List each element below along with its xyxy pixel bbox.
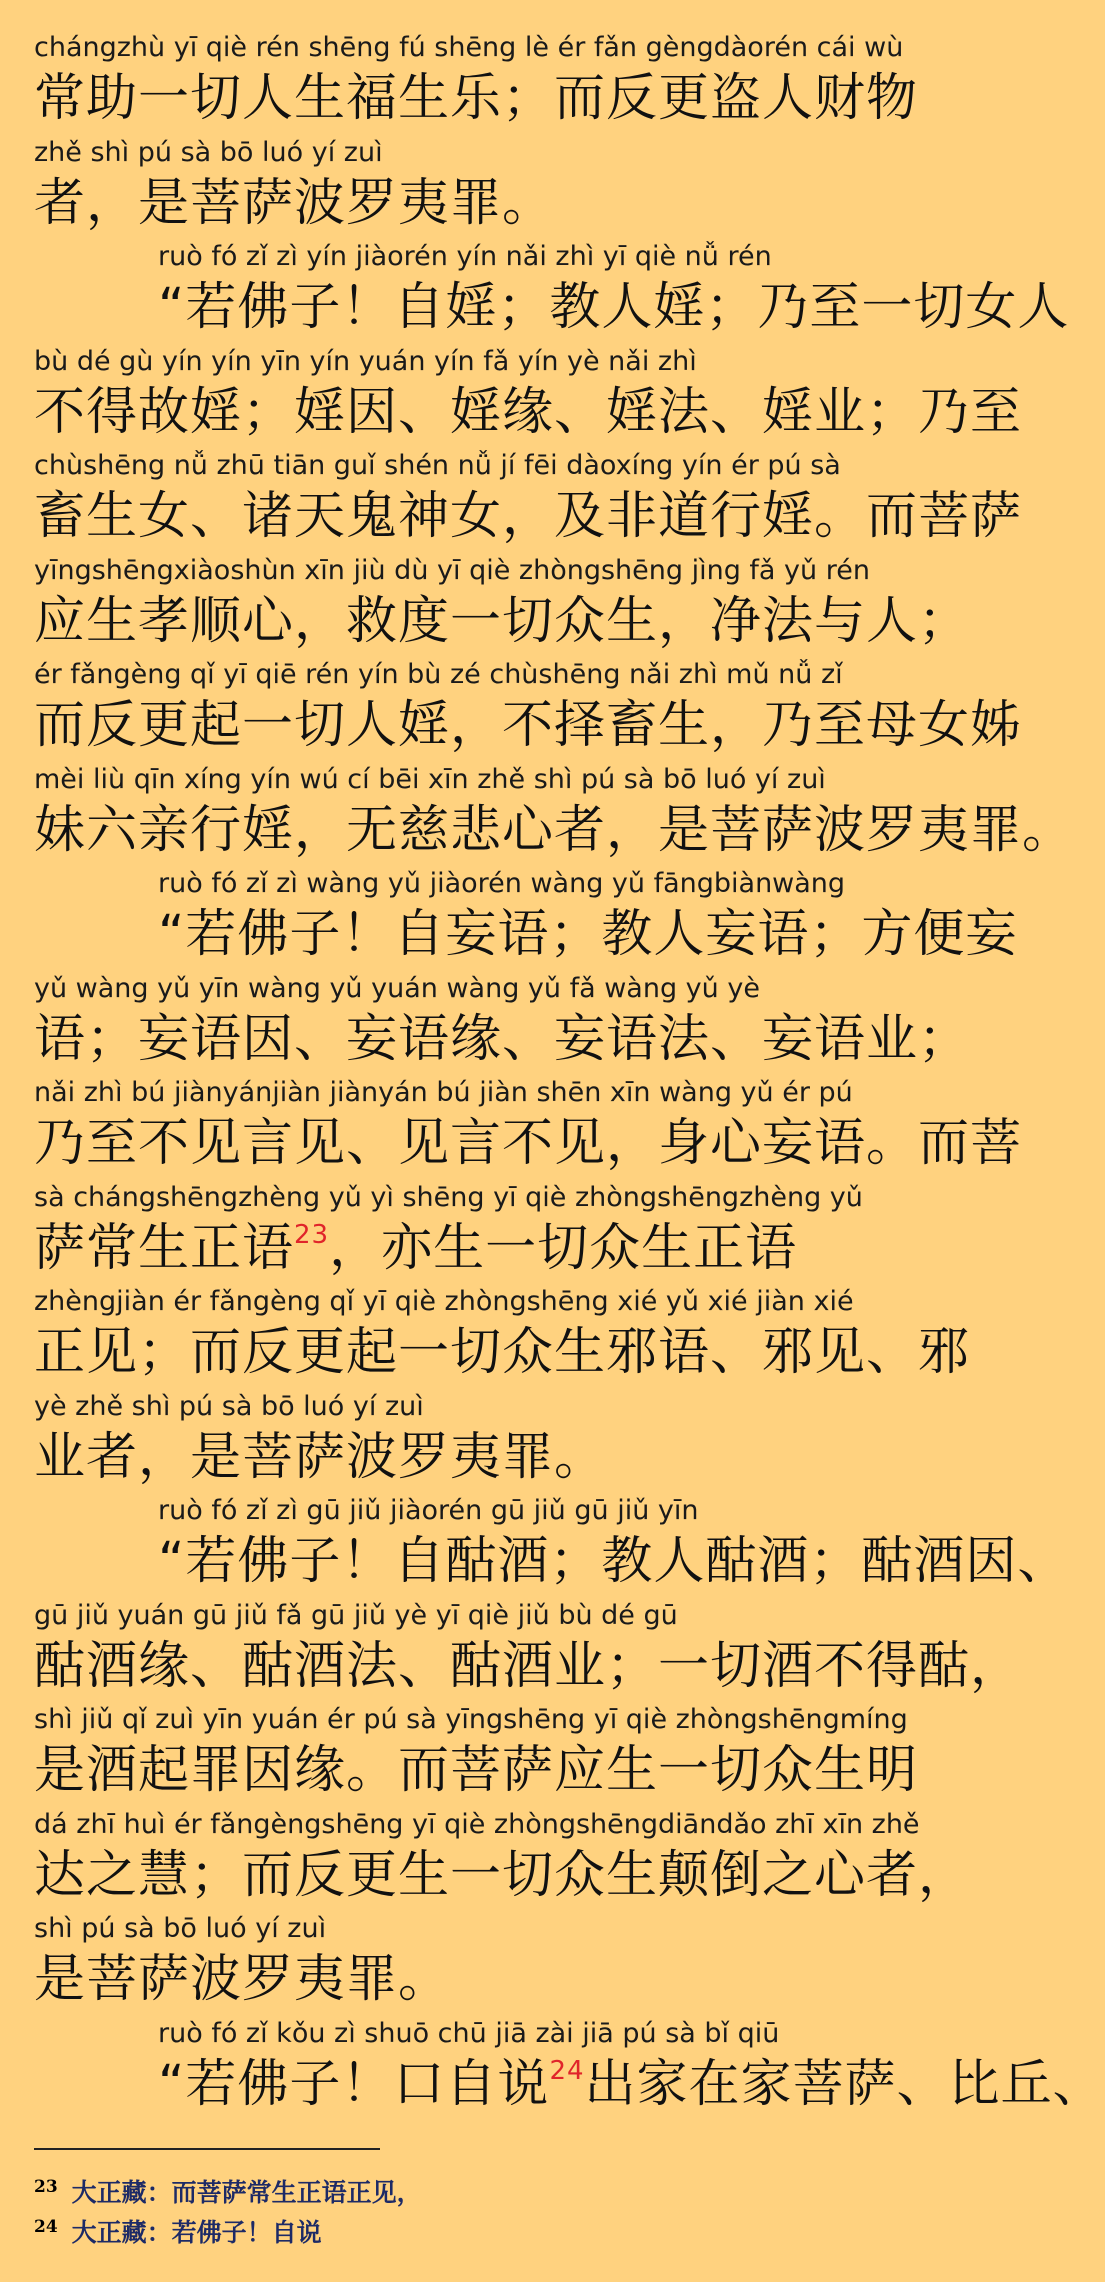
hanzi-segment: “若佛子！口自说 — [158, 2054, 550, 2114]
hanzi-text — [34, 1632, 1046, 1702]
hanzi-segment: 乃至不见言见、见言不见，身心妄语。而菩 — [34, 1114, 1023, 1173]
hanzi-segment: 常助一切人生福生乐；而反更盗人财物 — [34, 69, 919, 128]
text-line — [158, 2016, 1105, 2120]
text-line — [34, 135, 1046, 239]
hanzi-text — [34, 1005, 1046, 1075]
footnote-text: 大正藏：若佛子！自说 — [71, 2218, 322, 2247]
hanzi-text — [158, 1527, 1070, 1597]
hanzi-segment: “若佛子！自婬；教人婬；乃至一切女人 — [158, 278, 1070, 337]
text-line — [34, 553, 1046, 657]
hanzi-segment: “若佛子！自酤酒；教人酤酒；酤酒因、 — [158, 1532, 1070, 1591]
hanzi-text — [34, 1214, 1046, 1284]
hanzi-segment: ，亦生一切众生正语 — [329, 1218, 798, 1278]
pinyin-annotation: shì pú sà bō luó yí zuì — [34, 1913, 327, 1944]
pinyin-annotation: chángzhù yī qiè rén shēng fú shēng lè ér fǎn gèngdàorén cái wù — [34, 32, 904, 63]
hanzi-text — [34, 1945, 1046, 2015]
text-line — [34, 1389, 1046, 1493]
text-line — [34, 657, 1046, 761]
text-line — [158, 1493, 1070, 1597]
text-line — [34, 1702, 1046, 1806]
pinyin-annotation: ér fǎngèng qǐ yī qiē rén yín bù zé chùshēng nǎi zhì mǔ nǚ zǐ — [34, 659, 843, 690]
hanzi-text — [34, 482, 1046, 552]
hanzi-text — [34, 796, 1075, 866]
hanzi-text — [34, 64, 1046, 134]
pinyin-annotation: ruò fó zǐ kǒu zì shuō chū jiā zài jiā pú sà bǐ qiū — [158, 2017, 780, 2049]
hanzi-segment: 不得故婬；婬因、婬缘、婬法、婬业；乃至 — [34, 382, 1023, 442]
footnote-text: 大正藏：而菩萨常生正语正见， — [71, 2178, 422, 2207]
hanzi-segment: 是菩萨波罗夷罪。 — [34, 1950, 451, 2009]
hanzi-text — [34, 587, 1046, 657]
hanzi-segment: 应生孝顺心，救度一切众生，净法与人； — [34, 591, 971, 651]
pinyin-annotation: gū jiǔ yuán gū jiǔ fǎ gū jiǔ yè yī qiè jiǔ bù dé gū — [34, 1599, 678, 1631]
hanzi-text — [34, 169, 1046, 239]
hanzi-segment: 业者，是菩萨波罗夷罪。 — [34, 1427, 607, 1487]
hanzi-text — [158, 273, 1070, 343]
hanzi-segment: 是酒起罪因缘。而菩萨应生一切众生明 — [34, 1741, 919, 1800]
pinyin-annotation: ruò fó zǐ zì wàng yǔ jiàorén wàng yǔ fāngbiànwàng — [158, 868, 846, 899]
hanzi-text — [158, 900, 1046, 970]
text-line — [34, 762, 1075, 866]
hanzi-segment: 酤酒缘、酤酒法、酤酒业；一切酒不得酤， — [34, 1636, 1023, 1696]
pinyin-annotation: ruò fó zǐ zì gū jiǔ jiàorén gū jiǔ gū jiǔ yīn — [158, 1495, 699, 1526]
pinyin-annotation: ruò fó zǐ zì yín jiàorén yín nǎi zhì yī qiè nǚ rén — [158, 241, 772, 272]
hanzi-text — [34, 1736, 1046, 1806]
footnote — [34, 2208, 322, 2246]
pinyin-annotation: yīngshēngxiàoshùn xīn jiù dù yī qiè zhòngshēng jìng fǎ yǔ rén — [34, 554, 870, 586]
pinyin-annotation: zhèngjiàn ér fǎngèng qǐ yī qiè zhòngshēng xié yǔ xié jiàn xié — [34, 1286, 854, 1317]
hanzi-segment: 出家在家菩萨、比丘、 — [584, 2054, 1105, 2114]
footnote-number: 24 — [34, 2217, 58, 2237]
hanzi-text — [34, 1841, 1046, 1911]
text-line — [34, 344, 1046, 448]
hanzi-text — [34, 1318, 1046, 1388]
text-line — [34, 1807, 1046, 1911]
text-line — [158, 239, 1070, 343]
footnote — [34, 2168, 422, 2206]
text-line — [34, 1598, 1046, 1702]
text-line — [158, 866, 1046, 970]
pinyin-annotation: mèi liù qīn xíng yín wú cí bēi xīn zhě shì pú sà bō luó yí zuì — [34, 763, 826, 795]
footnote-marker[interactable]: 23 — [294, 1219, 330, 1250]
hanzi-segment: 达之慧；而反更生一切众生颠倒之心者， — [34, 1845, 971, 1905]
hanzi-segment: 者，是菩萨波罗夷罪。 — [34, 173, 555, 233]
pinyin-annotation: zhě shì pú sà bō luó yí zuì — [34, 136, 383, 168]
hanzi-text — [34, 378, 1046, 448]
hanzi-segment: 正见；而反更起一切众生邪语、邪见、邪 — [34, 1323, 971, 1382]
hanzi-segment: 语；妄语因、妄语缘、妄语法、妄语业； — [34, 1009, 971, 1069]
text-line — [34, 1284, 1046, 1388]
hanzi-text — [34, 1423, 1046, 1493]
text-line — [34, 30, 1046, 134]
pinyin-annotation: nǎi zhì bú jiànyánjiàn jiànyán bú jiàn shēn xīn wàng yǔ ér pú — [34, 1077, 853, 1108]
text-line — [34, 1911, 1046, 2015]
hanzi-segment: 妹六亲行婬，无慈悲心者，是菩萨波罗夷罪。 — [34, 800, 1075, 860]
pinyin-annotation: yè zhě shì pú sà bō luó yí zuì — [34, 1390, 424, 1422]
hanzi-text — [158, 2050, 1105, 2120]
text-line — [34, 1075, 1046, 1179]
footnote-marker[interactable]: 24 — [549, 2055, 585, 2086]
hanzi-segment: “若佛子！自妄语；教人妄语；方便妄 — [158, 905, 1018, 964]
hanzi-text — [34, 691, 1046, 761]
pinyin-annotation: sà chángshēngzhèng yǔ yì shēng yī qiè zhòngshēngzhèng yǔ — [34, 1181, 863, 1213]
hanzi-segment: 萨常生正语 — [34, 1218, 295, 1278]
text-line — [34, 1180, 1046, 1284]
pinyin-annotation: yǔ wàng yǔ yīn wàng yǔ yuán wàng yǔ fǎ wàng yǔ yè — [34, 972, 760, 1004]
pinyin-annotation: bù dé gù yín yín yīn yín yuán yín fǎ yín yè nǎi zhì — [34, 345, 697, 377]
pinyin-annotation: shì jiǔ qǐ zuì yīn yuán ér pú sà yīngshēng yī qiè zhòngshēngmíng — [34, 1704, 908, 1735]
text-line — [34, 971, 1046, 1075]
hanzi-segment: 而反更起一切人婬，不择畜生，乃至母女姊 — [34, 696, 1023, 755]
text-line — [34, 448, 1046, 552]
footnote-number: 23 — [34, 2177, 58, 2197]
hanzi-segment: 畜生女、诸天鬼神女，及非道行婬。而菩萨 — [34, 487, 1023, 546]
hanzi-text — [34, 1109, 1046, 1179]
footnote-divider — [34, 2148, 380, 2150]
pinyin-annotation: chùshēng nǚ zhū tiān guǐ shén nǚ jí fēi dàoxíng yín ér pú sà — [34, 450, 841, 481]
pinyin-annotation: dá zhī huì ér fǎngèngshēng yī qiè zhòngshēngdiāndǎo zhī xīn zhě — [34, 1808, 920, 1840]
